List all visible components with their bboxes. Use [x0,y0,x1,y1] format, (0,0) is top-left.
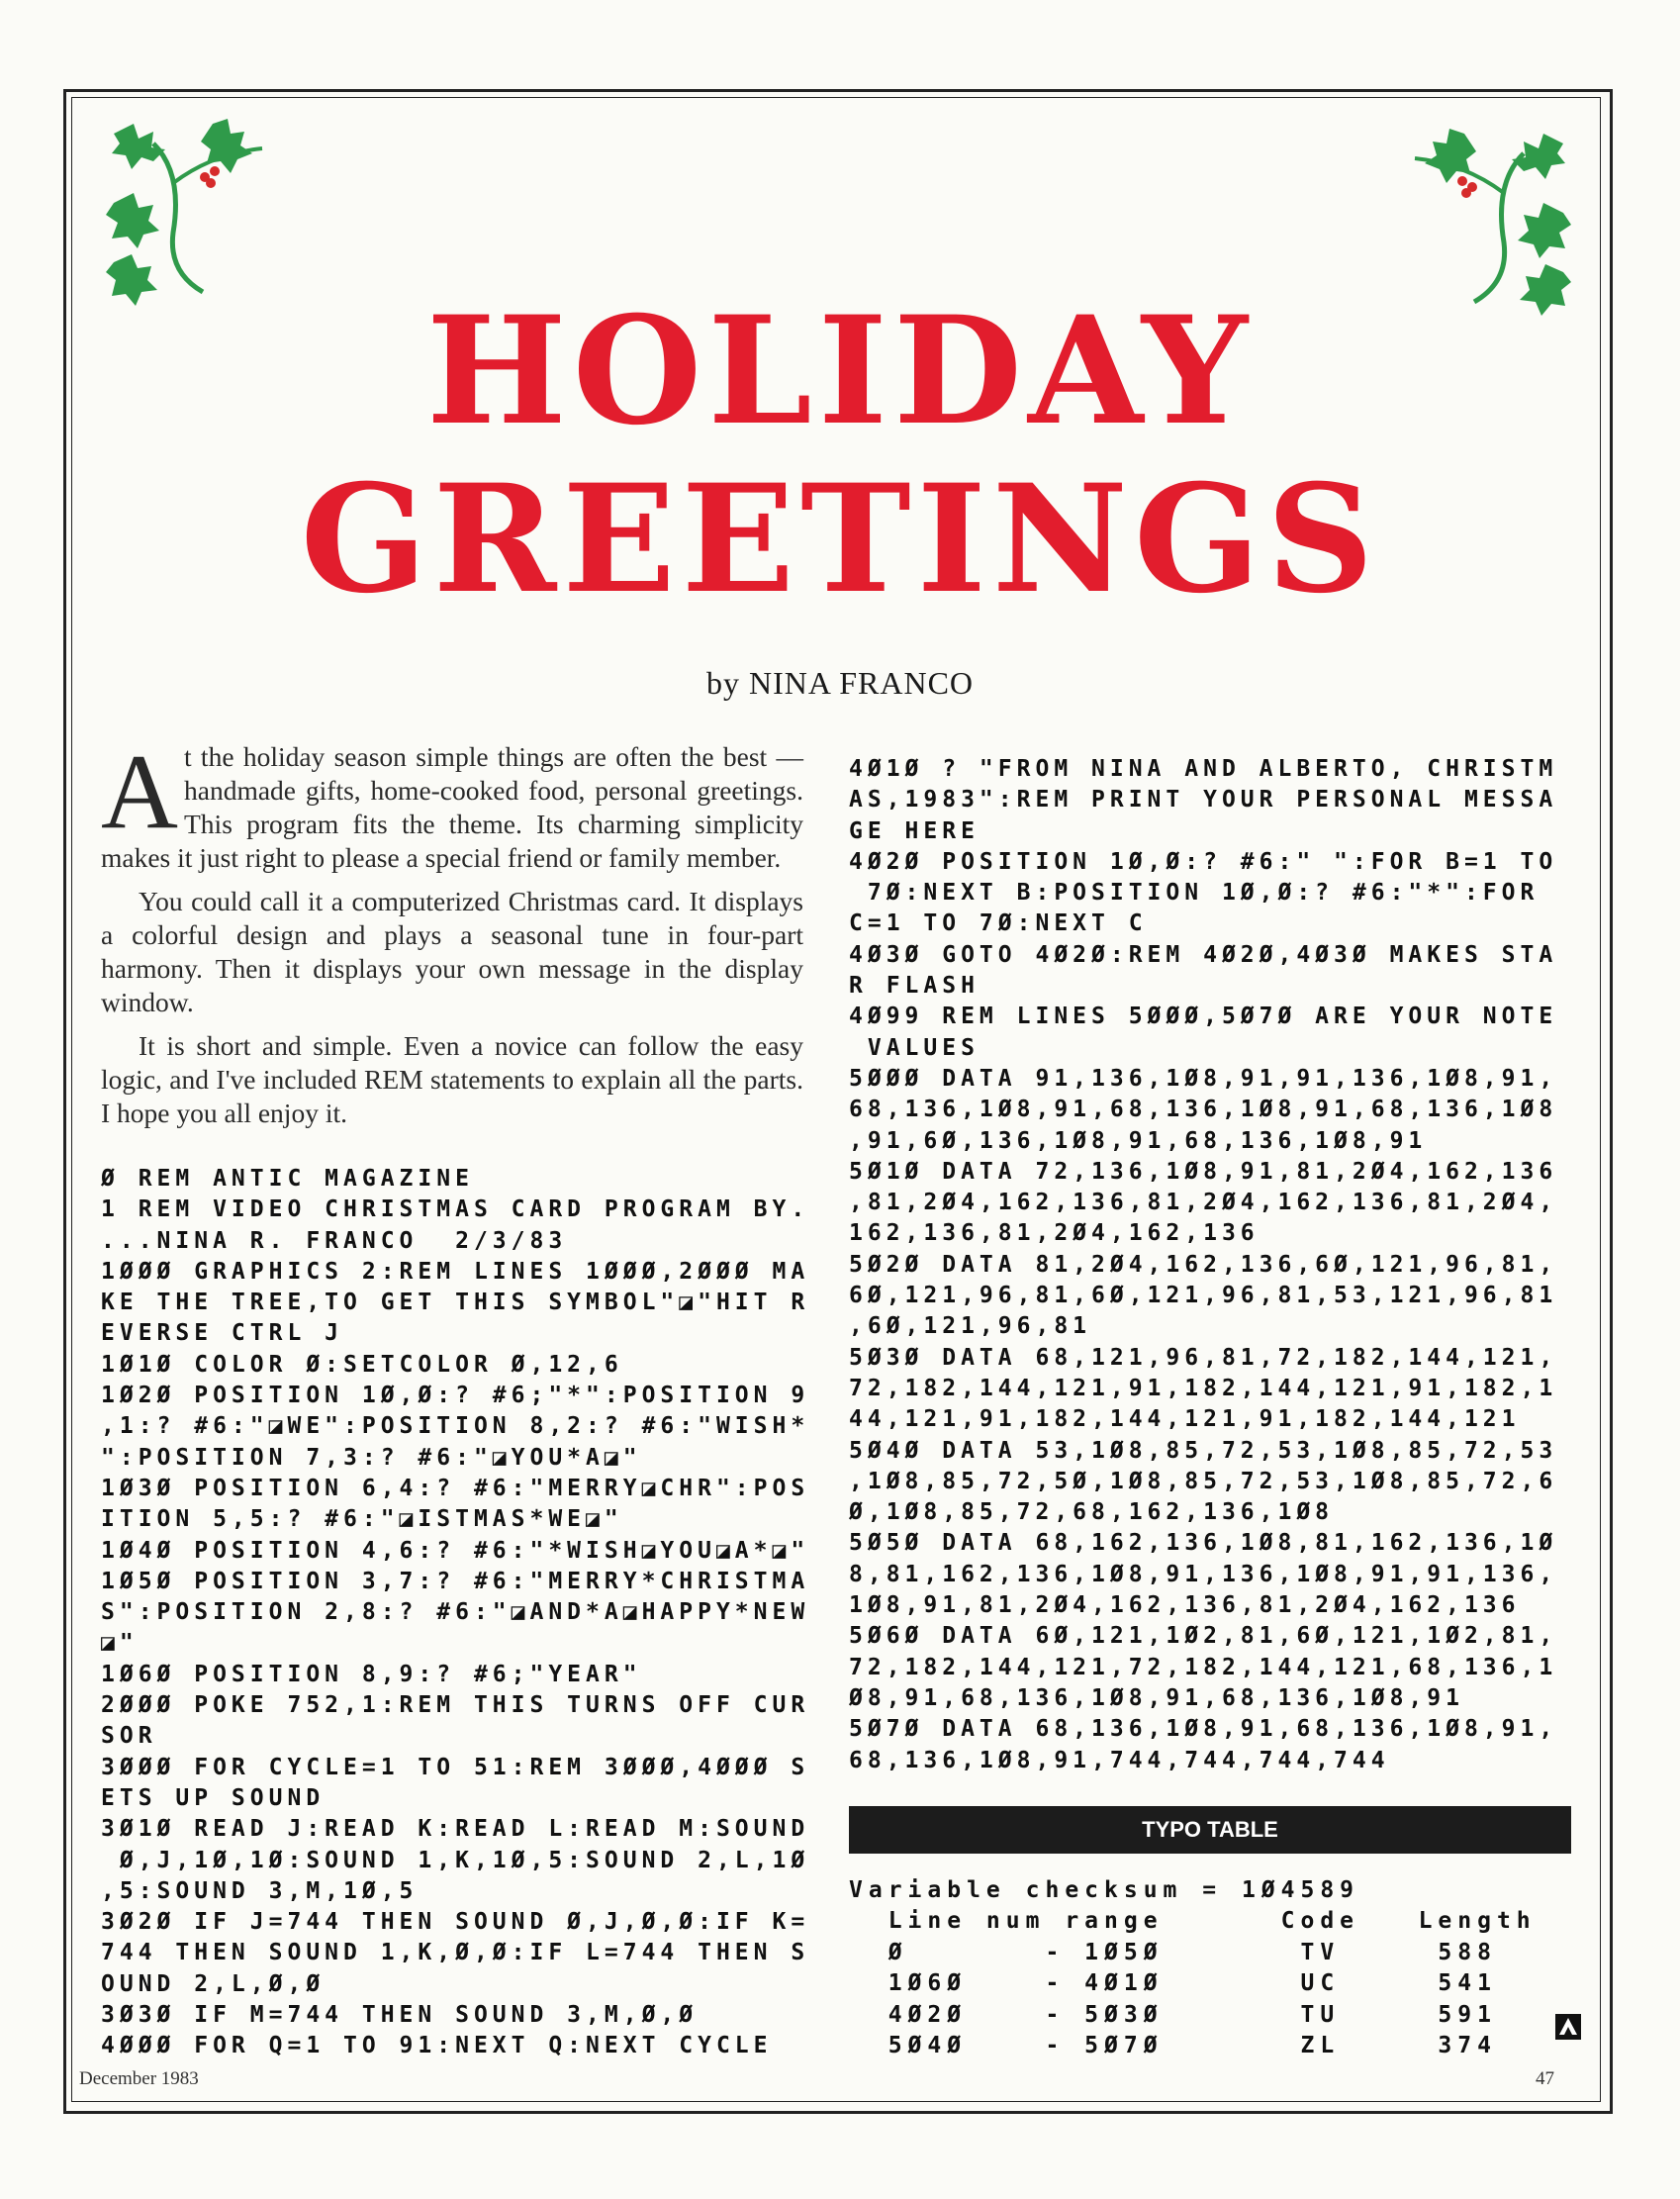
antic-logo-icon [1555,2014,1581,2040]
left-column [101,733,810,2062]
holly-corner-right-icon [1385,124,1583,322]
headline-line-1: HOLIDAY [425,284,1255,458]
basic-listing-right: 4Ø1Ø ? "FROM NINA AND ALBERTO, CHRISTM AS,1983":REM PRINT YOUR PERSONAL MESSA GE HERE 4Ø2Ø POSITION 1Ø,Ø:? #6:" ":FOR B=1 TO 7Ø:NEXT B:POSITION 1Ø,Ø:? #6:"*":FOR C=1 TO 7Ø:NEXT C 4Ø3Ø GOTO 4Ø2Ø:REM 4Ø2Ø,4Ø3Ø MAKES STA R FLASH 4Ø99 REM LINES 5ØØØ,5Ø7Ø ARE YOUR NOTE VALUES 5ØØØ DATA 91,136,1Ø8,91,91,136,1Ø8,91, 68,136,1Ø8,91,68,136,1Ø8,91,68,136,1Ø8 ,91,6Ø,136,1Ø8,91,68,136,1Ø8,91 5Ø1Ø DATA 72,136,1Ø8,91,81,2Ø4,162,136 ,81,2Ø4,162,136,81,2Ø4,162,136,81,2Ø4, 162,136,81,2Ø4,162,136 5Ø2Ø DATA 81,2Ø4,162,136,6Ø,121,96,81, 6Ø,121,96,81,6Ø,121,96,81,53,121,96,81 ,6Ø,121,96,81 5Ø3Ø DATA 68,121,96,81,72,182,144,121, 72,182,144,121,91,182,144,121,91,182,1 44,121,91,182,144,121,91,182,144,121 5Ø4Ø DATA 53,1Ø8,85,72,53,1Ø8,85,72,53 ,1Ø8,85,72,5Ø,1Ø8,85,72,53,1Ø8,85,72,6 Ø,1Ø8,85,72,68,162,136,1Ø8 5Ø5Ø DATA 68,162,136,1Ø8,81,162,136,1Ø 8,81,162,136,1Ø8,91,136,1Ø8,91,91,136, 1Ø8,91,81,2Ø4,162,136,81,2Ø4,162,136 5Ø6Ø DATA 6Ø,121,1Ø2,81,6Ø,121,1Ø2,81, 72,182,144,121,72,182,144,121,68,136,1 Ø8,91,68,136,1Ø8,91,68,136,1Ø8,91 5Ø7Ø DATA 68,136,1Ø8,91,68,136,1Ø8,91, 68,136,1Ø8,91,744,744,744,744 [849,756,1558,1773]
drop-cap: A [101,733,178,851]
intro-paragraph-3: It is short and simple. Even a novice can follow the easy logic, and I've included REM statements to explain all the parts. I hope you all enjoy it. [101,1030,803,1128]
typo-table [849,1875,1576,2062]
right-column [849,754,1576,2062]
holly-corner-left-icon [94,114,292,312]
intro-text [101,733,803,1130]
typo-table-body: Variable checksum = 1Ø4589 Line num range Code Length Ø - 1Ø5Ø TV 588 1Ø6Ø - 4Ø1Ø UC 541 4Ø2Ø - 5Ø3Ø TU 591 5Ø4Ø - 5Ø7Ø ZL 374 [849,1876,1537,2059]
typo-table-header: TYPO TABLE [849,1806,1571,1854]
basic-listing-left: Ø REM ANTIC MAGAZINE 1 REM VIDEO CHRISTMAS CARD PROGRAM BY. ...NINA R. FRANCO 2/3/83 1ØØØ GRAPHICS 2:REM LINES 1ØØØ,2ØØØ MA KE THE TREE,TO GET THIS SYMBOL"◪"HIT R EVERSE CTRL J 1Ø1Ø COLOR Ø:SETCOLOR Ø,12,6 1Ø2Ø POSITION 1Ø,Ø:? #6;"*":POSITION 9 ,1:? #6:"◪WE":POSITION 8,2:? #6:"WISH* ":POSITION 7,3:? #6:"◪YOU*A◪" 1Ø3Ø POSITION 6,4:? #6:"MERRY◪CHR":POS ITION 5,5:? #6:"◪ISTMAS*WE◪" 1Ø4Ø POSITION 4,6:? #6:"*WISH◪YOU◪A*◪" 1Ø5Ø POSITION 3,7:? #6:"MERRY*CHRISTMA S":POSITION 2,8:? #6:"◪AND*A◪HAPPY*NEW ◪" 1Ø6Ø POSITION 8,9:? #6;"YEAR" 2ØØØ POKE 752,1:REM THIS TURNS OFF CUR SOR 3ØØØ FOR CYCLE=1 TO 51:REM 3ØØØ,4ØØØ S ETS UP SOUND 3Ø1Ø READ J:READ K:READ L:READ M:SOUND Ø,J,1Ø,1Ø:SOUND 1,K,1Ø,5:SOUND 2,L,1Ø ,5:SOUND 3,M,1Ø,5 3Ø2Ø IF J=744 THEN SOUND Ø,J,Ø,Ø:IF K= 744 THEN SOUND 1,K,Ø,Ø:IF L=744 THEN S OUND 2,L,Ø,Ø 3Ø3Ø IF M=744 THEN SOUND 3,M,Ø,Ø 4ØØØ FOR Q=1 TO 91:NEXT Q:NEXT CYCLE [101,1166,810,2059]
intro-paragraph-2: You could call it a computerized Christmas card. It displays a colorful design and plays a seasonal tune in four-part harmony. Then it displays your own message in the display window. [101,886,803,1017]
page-number: 47 [1536,2068,1554,2089]
intro-paragraph-1-text: t the holiday season simple things are often the best — handmade gifts, home-cooked food, personal greetings. This program fits the theme. Its charming simplicity makes it just right to please a special friend or family member. [101,741,803,873]
footer-date: December 1983 [79,2068,199,2089]
intro-paragraph-1 [101,733,803,875]
byline: by NINA FRANCO [705,665,975,701]
headline-line-2: GREETINGS [300,452,1380,626]
